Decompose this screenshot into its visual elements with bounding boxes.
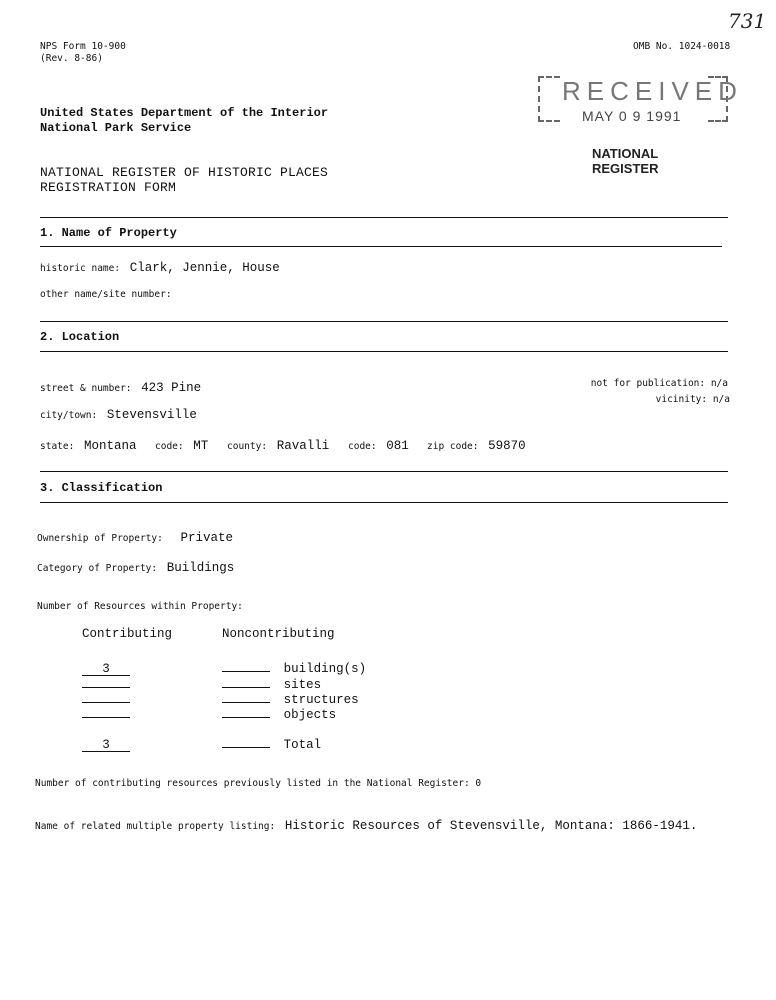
resource-row-objects (82, 703, 130, 722)
multiple-listing-value: Historic Resources of Stevensville, Montana: 1866-1941. (284, 819, 698, 833)
street-field (40, 376, 201, 395)
divider (40, 351, 728, 352)
not-for-publication: not for publication: n/a (590, 378, 728, 389)
city-label: city/town: (40, 410, 98, 421)
divider (40, 471, 728, 472)
county-field (227, 434, 329, 453)
contributing-header: Contributing (82, 627, 173, 641)
other-name-label: other name/site number: (40, 289, 172, 300)
multiple-listing-label: Name of related multiple property listing: (35, 821, 276, 832)
zip-field (427, 434, 526, 453)
previously-listed-field (35, 778, 481, 789)
form-revision: (Rev. 8-86) (40, 53, 103, 64)
state-code-field (155, 434, 208, 453)
stamp-date: MAY 0 9 1991 (582, 108, 682, 124)
omb-number: OMB No. 1024-0018 (633, 41, 731, 52)
received-stamp (538, 74, 743, 126)
handwritten-number: 731 (728, 9, 767, 33)
contributing-count: 3 (82, 662, 130, 676)
contributing-count (82, 689, 130, 703)
city-value: Stevensville (106, 408, 197, 422)
street-label: street & number: (40, 383, 132, 394)
noncontributing-total (222, 734, 270, 748)
category-value: Buildings (166, 561, 235, 575)
section3-heading: 3. Classification (40, 481, 163, 495)
noncontributing-count (222, 674, 270, 688)
stamp-received-text: RECEIVED (562, 76, 743, 106)
state-code-label: code: (155, 441, 184, 452)
category-label: Category of Property: (37, 563, 158, 574)
state-field (40, 434, 136, 453)
noncontributing-header: Noncontributing (222, 627, 335, 641)
state-label: state: (40, 441, 75, 452)
county-code-label: code: (348, 441, 377, 452)
form-subtitle: REGISTRATION FORM (40, 180, 177, 195)
form-title: NATIONAL REGISTER OF HISTORIC PLACES (40, 165, 329, 180)
ownership-label: Ownership of Property: (37, 533, 163, 544)
registry-line1: NATIONAL (592, 146, 659, 161)
registry-line2: REGISTER (592, 161, 659, 176)
county-code-value: 081 (386, 439, 409, 453)
previously-listed-value: 0 (475, 778, 482, 789)
noncontributing-count (222, 689, 270, 703)
street-value: 423 Pine (141, 381, 202, 395)
resource-row-objects-nc (222, 703, 336, 722)
divider (40, 246, 722, 247)
ownership-field (37, 526, 233, 545)
county-label: county: (227, 441, 268, 452)
resource-label: objects (283, 708, 337, 722)
contributing-total: 3 (82, 738, 130, 752)
county-code-field (348, 434, 409, 453)
section1-heading: 1. Name of Property (40, 226, 177, 240)
agency-name: National Park Service (40, 121, 192, 135)
resources-label: Number of Resources within Property: (37, 601, 243, 612)
resource-label: building(s) (283, 662, 367, 676)
resource-label: sites (283, 678, 322, 692)
divider (40, 321, 728, 322)
vicinity: vicinity: n/a (655, 394, 730, 405)
resource-label: structures (283, 693, 359, 707)
multiple-listing-field (35, 814, 697, 833)
section2-heading: 2. Location (40, 330, 120, 344)
resource-row-total-nc (222, 733, 321, 752)
form-number: NPS Form 10-900 (40, 41, 126, 52)
city-field (40, 403, 197, 422)
zip-label: zip code: (427, 441, 479, 452)
divider (40, 502, 728, 503)
contributing-count (82, 704, 130, 718)
historic-name-value: Clark, Jennie, House (129, 261, 280, 275)
state-code-value: MT (193, 439, 209, 453)
historic-name-field (40, 256, 280, 275)
stamp-bracket-left (538, 76, 560, 122)
county-value: Ravalli (276, 439, 330, 453)
state-value: Montana (83, 439, 137, 453)
divider (40, 217, 728, 218)
ownership-value: Private (180, 531, 233, 545)
resource-row-total (82, 733, 130, 752)
department-name: United States Department of the Interior (40, 106, 329, 120)
noncontributing-count (222, 704, 270, 718)
category-field (37, 556, 234, 575)
zip-value: 59870 (488, 439, 526, 453)
noncontributing-count (222, 658, 270, 672)
previously-listed-label: Number of contributing resources previously listed in the National Register: (35, 778, 470, 789)
contributing-count (82, 674, 130, 688)
historic-name-label: historic name: (40, 263, 121, 274)
total-label: Total (283, 738, 322, 752)
